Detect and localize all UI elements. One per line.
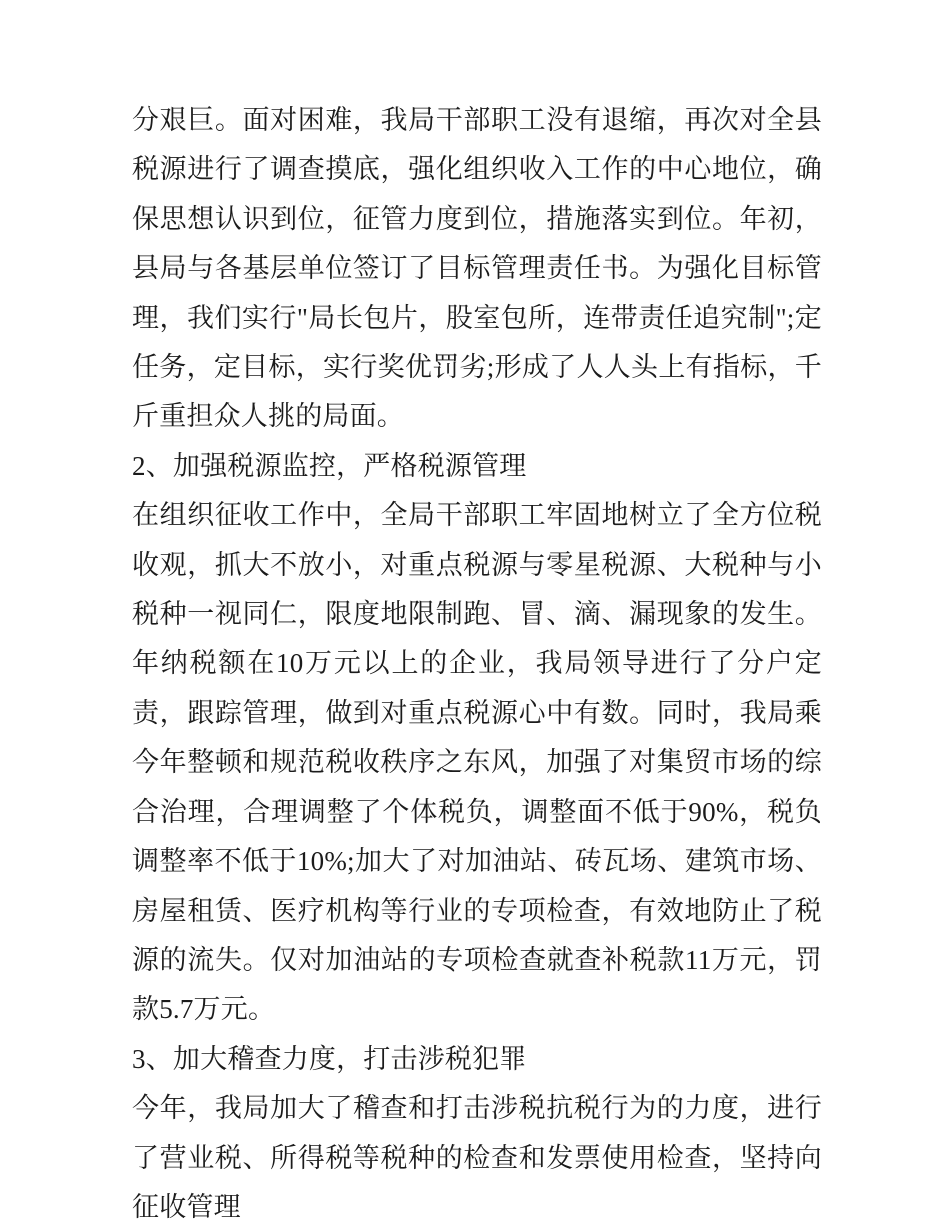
paragraph-3: 今年，我局加大了稽查和打击涉税抗税行为的力度，进行了营业税、所得税等税种的检查和发票使用检查，坚持向征收管理: [132, 1093, 822, 1222]
document-body: [132, 96, 822, 1232]
paragraph-1: 分艰巨。面对困难，我局干部职工没有退缩，再次对全县税源进行了调查摸底，强化组织收入工作的中心地位，确保思想认识到位，征管力度到位，措施落实到位。年初，县局与各基层单位签订了目标管理责任书。为强化目标管理，我们实行"局长包片，股室包所，连带责任追究制";定任务，定目标，实行奖优罚劣;形成了人人头上有指标，千斤重担众人挑的局面。: [132, 105, 822, 432]
section-heading-3: 3、加大稽查力度，打击涉税犯罪: [132, 1043, 527, 1074]
section-heading-2: 2、加强税源监控，严格税源管理: [132, 450, 527, 481]
paragraph-2: 在组织征收工作中，全局干部职工牢固地树立了全方位税收观，抓大不放小，对重点税源与零星税源、大税种与小税种一视同仁，限度地限制跑、冒、滴、漏现象的发生。年纳税额在10万元以上的企业，我局领导进行了分户定责，跟踪管理，做到对重点税源心中有数。同时，我局乘今年整顿和规范税收秩序之东风，加强了对集贸市场的综合治理，合理调整了个体税负，调整面不低于90%，税负调整率不低于10%;加大了对加油站、砖瓦场、建筑市场、房屋租赁、医疗机构等行业的专项检查，有效地防止了税源的流失。仅对加油站的专项检查就查补税款11万元，罚款5.7万元。: [132, 500, 822, 1025]
